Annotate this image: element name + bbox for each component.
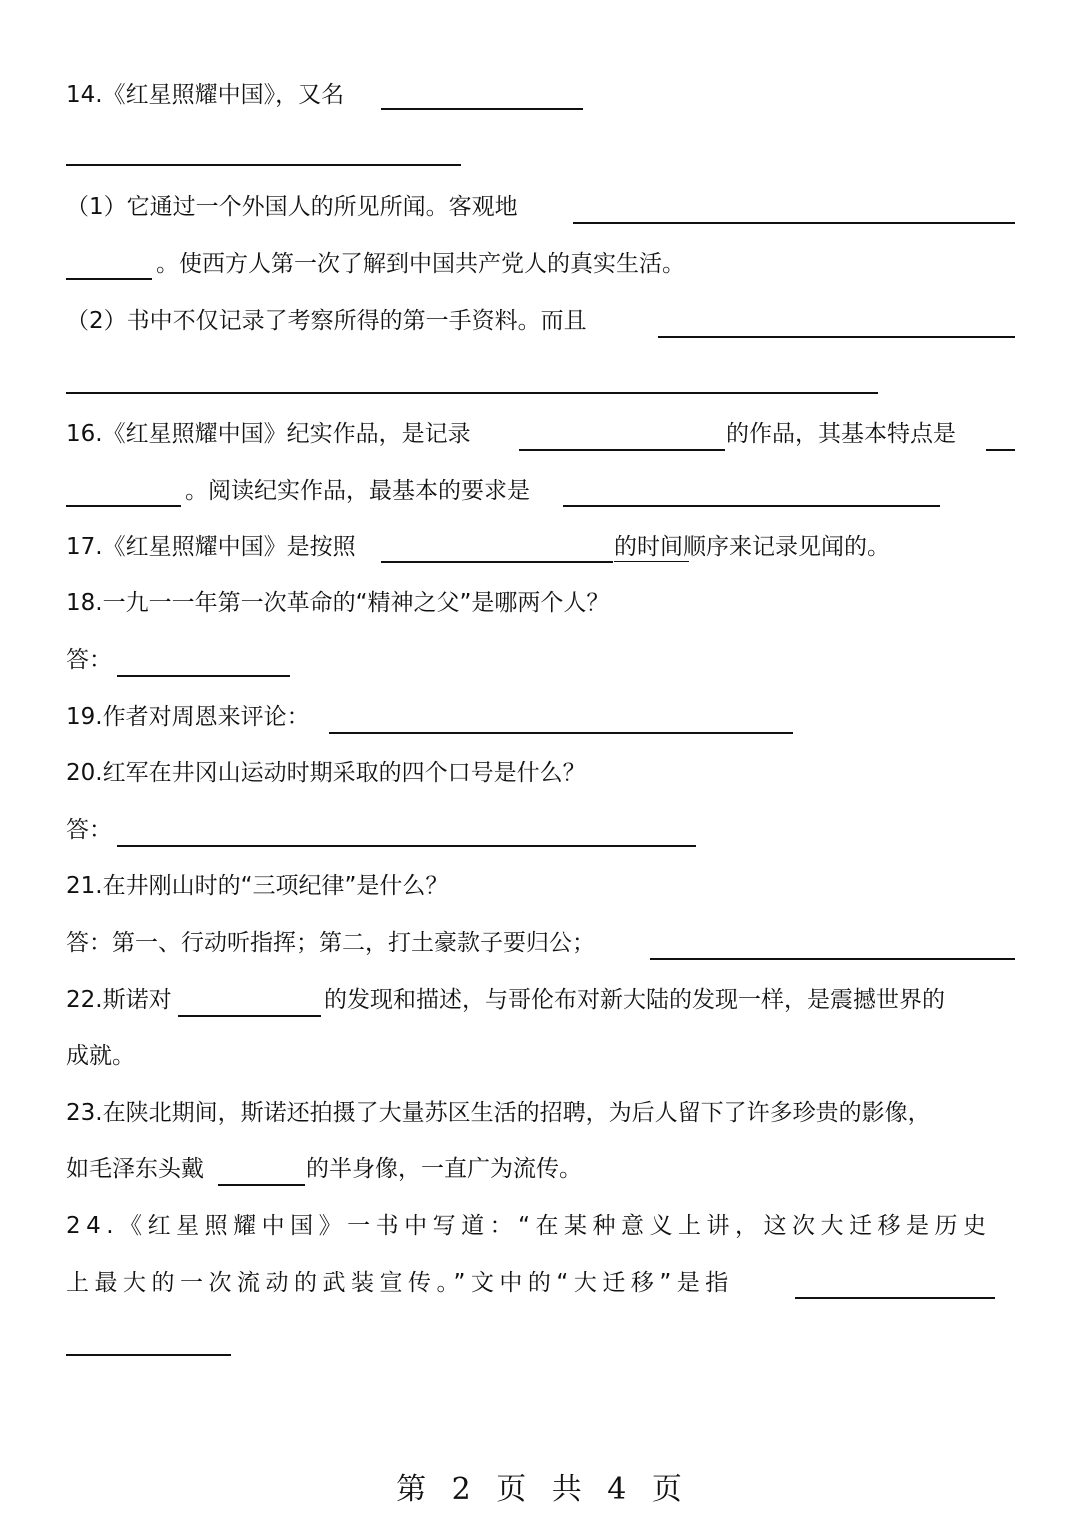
question-23-end: 的半身像，一直广为流传。 xyxy=(306,1156,582,1182)
question-14-part-2: （2）书中不仅记录了考察所得的第一手资料。而且 xyxy=(66,308,587,334)
answer-blank-17[interactable] xyxy=(381,561,613,563)
question-20: 20.红军在井冈山运动时期采取的四个口号是什么？ xyxy=(66,760,586,786)
answer-blank-22[interactable] xyxy=(178,1015,321,1017)
answer-blank-14-2b[interactable] xyxy=(66,392,878,394)
question-16: 16.《红星照耀中国》纪实作品，是记录 xyxy=(66,421,471,447)
question-14-part-1: （1）它通过一个外国人的所见所闻。客观地 xyxy=(66,194,518,220)
question-17: 17.《红星照耀中国》是按照 xyxy=(66,534,356,560)
answer-blank-23[interactable] xyxy=(218,1184,305,1186)
underline-mark-17 xyxy=(614,561,689,562)
question-14: 14.《红星照耀中国》，又名 xyxy=(66,82,345,108)
answer-blank-16c[interactable] xyxy=(66,505,181,507)
answer-blank-14-1b[interactable] xyxy=(66,278,152,280)
question-23-line-2: 如毛泽东头戴 xyxy=(66,1156,204,1182)
answer-blank-14-2a[interactable] xyxy=(658,336,1015,338)
answer-blank-24a[interactable] xyxy=(795,1297,995,1299)
question-22-continued: 成就。 xyxy=(66,1043,135,1069)
answer-blank-16b[interactable] xyxy=(986,449,1015,451)
answer-blank-19[interactable] xyxy=(329,732,793,734)
question-16-continued: 。阅读纪实作品，最基本的要求是 xyxy=(185,478,530,504)
question-22-middle: 的发现和描述，与哥伦布对新大陆的发现一样，是震撼世界的 xyxy=(324,987,945,1013)
question-17-end: 的时间顺序来记录见闻的。 xyxy=(614,534,890,560)
question-18: 18.一九一一年第一次革命的“精神之父”是哪两个人？ xyxy=(66,590,610,616)
answer-blank-14-1a[interactable] xyxy=(573,222,1015,224)
answer-blank-18[interactable] xyxy=(117,675,290,677)
question-24: 24.《红星照耀中国》一书中写道：“在某种意义上讲，这次大迁移是历史 xyxy=(66,1213,992,1239)
question-19: 19.作者对周恩来评论： xyxy=(66,704,310,730)
answer-blank-21[interactable] xyxy=(650,958,1015,960)
page-number: 第 2 页 共 4 页 xyxy=(396,1472,684,1507)
question-23: 23.在陕北期间，斯诺还拍摄了大量苏区生活的招聘，为后人留下了许多珍贵的影像， xyxy=(66,1100,931,1126)
question-22: 22.斯诺对 xyxy=(66,987,172,1013)
answer-blank-16a[interactable] xyxy=(519,449,725,451)
question-14-part-1-continued: 。使西方人第一次了解到中国共产党人的真实生活。 xyxy=(156,251,685,277)
answer-blank-24b[interactable] xyxy=(66,1354,231,1356)
answer-blank-14a[interactable] xyxy=(381,108,583,110)
answer-label-18: 答： xyxy=(66,647,112,673)
answer-label-20: 答： xyxy=(66,817,112,843)
answer-blank-20[interactable] xyxy=(117,845,696,847)
answer-blank-16d[interactable] xyxy=(563,505,940,507)
answer-blank-14b[interactable] xyxy=(66,164,461,166)
answer-label-21: 答：第一、行动听指挥；第二，打土豪款子要归公； xyxy=(66,930,595,956)
question-16-middle: 的作品，其基本特点是 xyxy=(726,421,956,447)
question-21: 21.在井刚山时的“三项纪律”是什么？ xyxy=(66,873,449,899)
question-24-continued: 上最大的一次流动的武装宣传。”文中的“大迁移”是指 xyxy=(66,1270,734,1296)
